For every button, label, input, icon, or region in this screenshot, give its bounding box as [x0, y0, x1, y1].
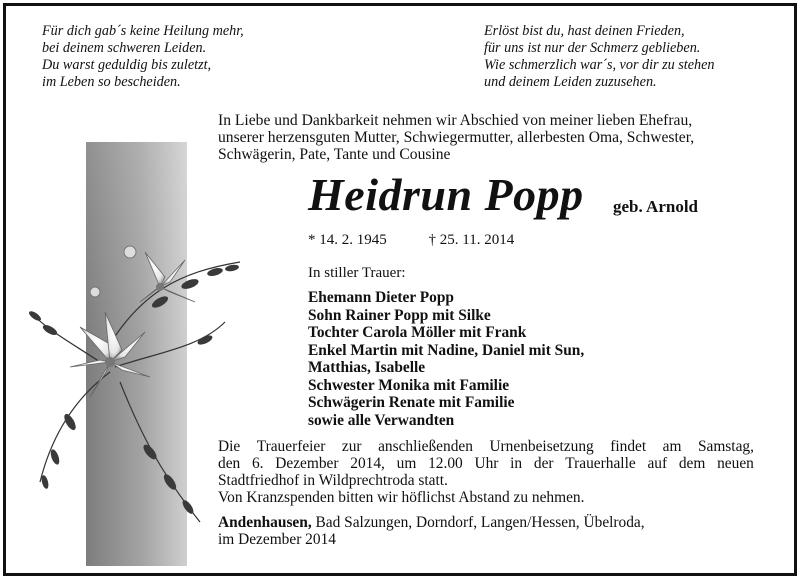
- poem-line: im Leben so bescheiden.: [42, 74, 181, 90]
- word: neuen: [717, 455, 754, 472]
- poem-line: bei deinem schweren Leiden.: [42, 40, 207, 56]
- word: den: [218, 455, 241, 472]
- notice-date: im Dezember 2014: [218, 531, 336, 548]
- other-towns: Bad Salzungen, Dorndorf, Langen/Hessen, Übelroda,: [311, 514, 645, 531]
- poem-right: [484, 23, 715, 91]
- word: Trauerfeier: [256, 438, 326, 455]
- info-line-4: Von Kranzspenden bitten wir höflichst Abstand zu nehmen.: [218, 489, 585, 506]
- list-item: Enkel Martin mit Nadine, Daniel mit Sun,: [308, 341, 585, 359]
- word: zur: [341, 438, 362, 455]
- list-item: Ehemann Dieter Popp: [308, 289, 454, 306]
- word: anschließenden: [378, 438, 473, 455]
- list-item: Matthias, Isabelle: [308, 359, 426, 376]
- death-date: † 25. 11. 2014: [428, 232, 515, 248]
- word: Samstag,: [697, 438, 754, 455]
- place-line: [218, 514, 645, 531]
- word: um: [396, 455, 417, 472]
- word: 2014,: [350, 455, 385, 472]
- list-item: Sohn Rainer Popp mit Silke: [308, 306, 491, 324]
- place-and-date: [218, 514, 645, 548]
- funeral-info: [218, 438, 754, 506]
- word: auf: [647, 455, 668, 472]
- list-item: Tochter Carola Möller mit Frank: [308, 324, 527, 341]
- info-line-1: [218, 438, 754, 455]
- word: Trauerhalle: [565, 455, 636, 472]
- intro-line: unserer herzensguten Mutter, Schwiegermutter, allerbesten Oma, Schwester,: [218, 129, 695, 146]
- home-town: Andenhausen,: [218, 514, 312, 531]
- intro-text: [218, 112, 694, 163]
- poem-line: Wie schmerzlich war´s, vor dir zu stehen: [484, 57, 715, 73]
- poem-line: Erlöst bist du, hast deinen Frieden,: [484, 23, 685, 39]
- info-line-2: [218, 455, 754, 472]
- word: der: [533, 455, 554, 472]
- mourning-intro: In stiller Trauer:: [308, 265, 406, 281]
- poem-left: [42, 23, 244, 91]
- word: 6.: [251, 455, 264, 472]
- deceased-name: Heidrun Popp: [308, 169, 584, 220]
- word: Uhr: [474, 455, 499, 472]
- birth-date: * 14. 2. 1945: [308, 232, 387, 248]
- word: Dezember: [275, 455, 339, 472]
- mourners-list: [308, 289, 584, 429]
- word: Die: [218, 438, 241, 455]
- poem-line: für uns ist nur der Schmerz geblieben.: [484, 40, 701, 56]
- word: 12.00: [428, 455, 463, 472]
- word: am: [662, 438, 682, 455]
- word: in: [510, 455, 523, 472]
- poem-line: Du warst geduldig bis zuletzt,: [42, 57, 212, 73]
- list-item: Schwester Monika mit Familie: [308, 376, 510, 394]
- list-item: Schwägerin Renate mit Familie: [308, 394, 515, 411]
- poem-line: und deinem Leiden zuzusehen.: [484, 74, 657, 90]
- intro-line: In Liebe und Dankbarkeit nehmen wir Abschied von meiner lieben Ehefrau,: [218, 112, 693, 129]
- intro-line: Schwägerin, Pate, Tante und Cousine: [218, 146, 451, 163]
- maiden-name: geb. Arnold: [613, 197, 699, 216]
- list-item: sowie alle Verwandten: [308, 411, 455, 429]
- info-line-3: Stadtfriedhof in Wildprechtroda statt.: [218, 472, 448, 489]
- word: findet: [610, 438, 647, 455]
- word: dem: [678, 455, 706, 472]
- poem-line: Für dich gab´s keine Heilung mehr,: [42, 23, 244, 39]
- word: Urnenbeisetzung: [489, 438, 594, 455]
- life-dates: [308, 232, 514, 249]
